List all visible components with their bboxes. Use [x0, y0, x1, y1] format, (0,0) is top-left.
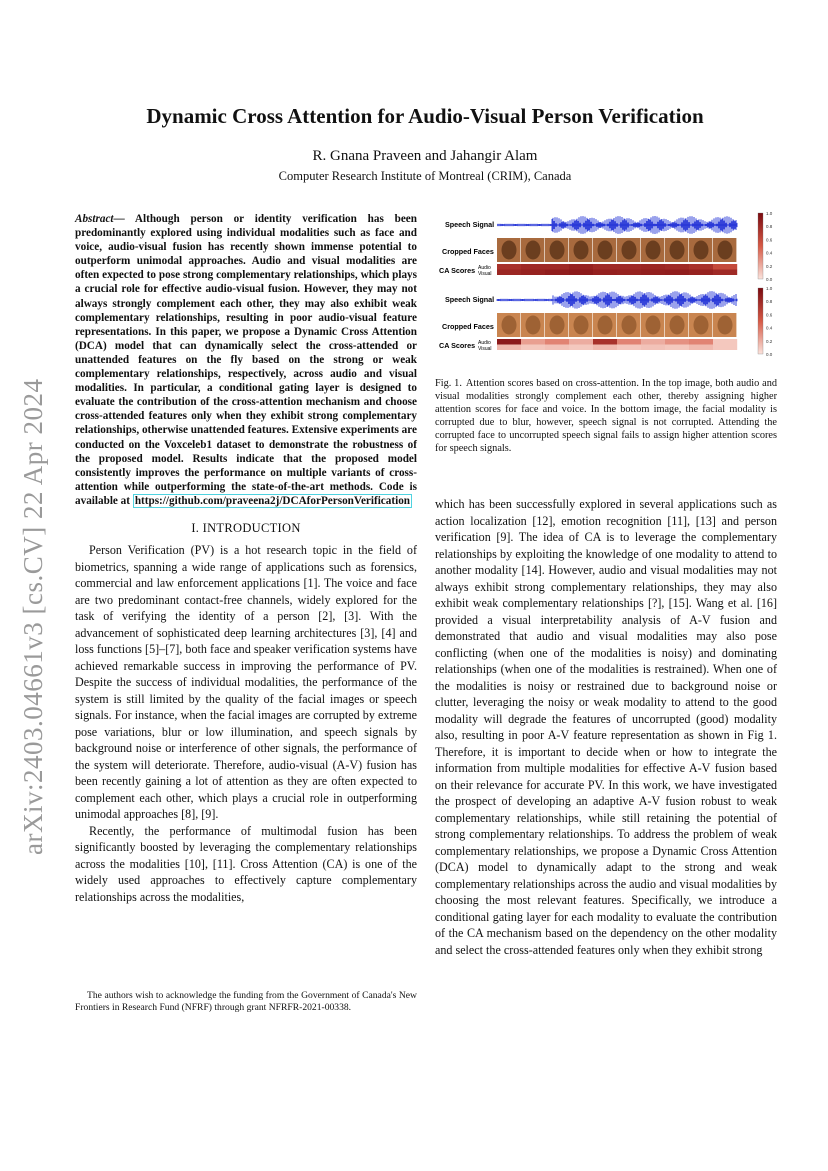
figure-1-graphic [435, 207, 780, 359]
colorbar-tick-1-4: 0.2 [766, 338, 773, 344]
colorbar-tick-0-1: 0.8 [766, 224, 773, 230]
paper-affiliation: Computer Research Institute of Montreal (CRIM), Canada [278, 169, 572, 183]
row-label-speech-0: Speech Signal [445, 220, 495, 229]
ca-audio-cell-0-5 [617, 264, 641, 270]
ca-audio-cell-0-2 [545, 264, 569, 270]
face-1-0 [502, 316, 517, 335]
face-1-2 [550, 316, 565, 335]
colorbar-0 [758, 213, 763, 279]
abstract-label: Abstract [75, 213, 114, 225]
face-0-9 [718, 241, 733, 260]
speech-waveform-0 [497, 216, 737, 234]
colorbar-tick-1-3: 0.4 [766, 325, 773, 331]
ca-audio-cell-0-7 [665, 264, 689, 270]
colorbar-tick-0-2: 0.6 [766, 237, 773, 243]
left-column [75, 212, 417, 905]
ca-audio-cell-1-7 [665, 339, 689, 345]
ca-visual-cell-1-7 [665, 345, 689, 351]
ca-visual-cell-1-3 [569, 345, 593, 351]
abstract [75, 212, 417, 508]
face-1-6 [646, 316, 661, 335]
ca-visual-cell-0-5 [617, 270, 641, 276]
ca-audio-cell-0-1 [521, 264, 545, 270]
face-1-7 [670, 316, 685, 335]
row-label-faces-1: Cropped Faces [442, 322, 494, 331]
row-label-speech-1: Speech Signal [445, 295, 495, 304]
ca-sub-audio-0: Audio [478, 265, 491, 271]
ca-audio-cell-1-1 [521, 339, 545, 345]
face-0-6 [646, 241, 661, 260]
arxiv-identifier [18, 355, 58, 855]
ca-audio-cell-1-3 [569, 339, 593, 345]
right-column [435, 496, 777, 958]
ca-visual-cell-0-4 [593, 270, 617, 276]
colorbar-tick-0-3: 0.4 [766, 250, 773, 256]
colorbar-tick-0-5: 0.0 [766, 277, 773, 282]
ca-audio-cell-0-8 [689, 264, 713, 270]
ca-visual-cell-0-1 [521, 270, 545, 276]
figure-caption [435, 377, 777, 455]
face-0-1 [526, 241, 541, 260]
face-0-2 [550, 241, 565, 260]
face-1-1 [526, 316, 541, 335]
ca-audio-cell-1-8 [689, 339, 713, 345]
ca-audio-cell-0-4 [593, 264, 617, 270]
arxiv-identifier-text: arXiv:2403.04661v3 [cs.CV] 22 Apr 2024 [18, 378, 48, 855]
face-0-8 [694, 241, 709, 260]
face-0-5 [622, 241, 637, 260]
face-1-3 [574, 316, 589, 335]
footnote: The authors wish to acknowledge the funding from the Government of Canada's New Frontiers in Research Fund (NFRF) through grant NFRFR-2021-00338. [75, 990, 417, 1013]
face-1-8 [694, 316, 709, 335]
face-1-5 [622, 316, 637, 335]
colorbar-tick-1-0: 1.0 [766, 286, 773, 291]
colorbar-tick-1-2: 0.6 [766, 312, 773, 318]
ca-audio-cell-1-4 [593, 339, 617, 345]
face-0-3 [574, 241, 589, 260]
ca-visual-cell-0-0 [497, 270, 521, 276]
ca-sub-visual-0: Visual [478, 271, 492, 277]
figure-1 [435, 207, 780, 359]
row-label-ca-1: CA Scores [439, 341, 476, 350]
ca-visual-cell-1-2 [545, 345, 569, 351]
ca-sub-audio-1: Audio [478, 340, 491, 346]
colorbar-tick-0-4: 0.2 [766, 263, 773, 269]
speech-waveform-1 [497, 291, 737, 309]
paper-title: Dynamic Cross Attention for Audio-Visual Person Verification [146, 104, 704, 128]
ca-audio-cell-0-3 [569, 264, 593, 270]
face-1-9 [718, 316, 733, 335]
ca-visual-cell-0-6 [641, 270, 665, 276]
code-link[interactable]: https://github.com/praveena2j/DCAforPersonVerification [134, 494, 411, 507]
ca-visual-cell-1-5 [617, 345, 641, 351]
ca-visual-cell-1-9 [713, 345, 737, 351]
row-label-faces-0: Cropped Faces [442, 247, 494, 256]
ca-visual-cell-0-7 [665, 270, 689, 276]
ca-visual-cell-1-1 [521, 345, 545, 351]
face-0-0 [502, 241, 517, 260]
intro-paragraph-1: Person Verification (PV) is a hot research topic in the field of biometrics, spanning a wide range of applications such as forensics, commercial and law enforcement applications [1]. The voice and face are two predominant contact-free channels, widely explored for the task of verifying the identity of a person [2], [3]. With the advancement of sophisticated deep learning architectures [3], [4] and loss functions [5]–[7], both face and speaker verification systems have achieved remarkable success in improving the performance of PV. Despite the success of individual modalities, the performance of the system is still limited by the quality of the facial images or speech signals. For instance, when the facial images are corrupted by extreme pose variations, blur or low illumination, and speech signals by background noise or interference of other signals, the performance of the system will deteriorate. Therefore, audio-visual (A-V) fusion has been recently gaining a lot of attention as they are often expected to complement each other, which plays a crucial role in outperforming unimodal approaches [8], [9]. [75, 543, 417, 822]
colorbar-1 [758, 288, 763, 354]
ca-audio-cell-1-5 [617, 339, 641, 345]
right-column-paragraph: which has been successfully explored in several applications such as action localization [12], emotion recognition [11], [13] and person verification [9]. The idea of CA is to leverage the complementary relationships by exploiting the knowledge of one modality to attend to another modality [14]. However, audio and visual modalities may not always exhibit strong complementary relationships, they may also exhibit weak complementary relationships [?], [15]. Wang et al. [16] provided a visual interpretability analysis of A-V fusion and demonstrated that audio and visual modalities may also pose conflicting (when one of the modalities is noisy) and dominating relationships (when one of the modalities is restrained). When one of the modalities is noisy or restrained due to background noise or clutter, leveraging the noisy or weak modality to attend to the good modality will degrade the features of uncorrupted (good) modality also, resulting in poor A-V feature representation as shown in Fig 1. Therefore, it is important to decide when or how to integrate the information from multiple modalities for effective A-V fusion based on their relevance for accurate PV. In this work, we have investigated the prospect of developing an adaptive A-V fusion robust to weak complementary relationships, while still retaining the potential of strong complementary relationships. To address the problem of weak complementary relationships, we propose a Dynamic Cross Attention (DCA) model to dynamically adapt to the strong and weak complementary relationships across the audio and visual modalities by choosing the most relevant features. Specifically, we introduce a conditional gating layer for each modality to evaluate the contribution of the CA mechanism based on the dependency on the other modality and select the cross-attended features only when they exhibit strong [435, 497, 777, 957]
paper-authors: R. Gnana Praveen and Jahangir Alam [312, 148, 538, 164]
ca-audio-cell-0-6 [641, 264, 665, 270]
colorbar-tick-0-0: 1.0 [766, 211, 773, 216]
ca-visual-cell-1-0 [497, 345, 521, 351]
ca-audio-cell-1-6 [641, 339, 665, 345]
colorbar-tick-1-1: 0.8 [766, 299, 773, 305]
ca-visual-cell-0-8 [689, 270, 713, 276]
ca-sub-visual-1: Visual [478, 346, 492, 352]
caption-text: Attention scores based on cross-attention. In the top image, both audio and visual modalities strongly complement each other, thereby assigning higher attention scores for face and voice. In the bottom image, the facial modality is corrupted due to blur, however, speech signal is not corrupted. Attending the corrupted face to uncorrupted speech signal fails to assign higher attention scores for speech signals. [435, 378, 778, 454]
ca-visual-cell-1-4 [593, 345, 617, 351]
ca-audio-cell-1-9 [713, 339, 737, 345]
face-1-4 [598, 316, 613, 335]
intro-paragraph-2: Recently, the performance of multimodal fusion has been significantly boosted by leveraging the complementary relationships across the modalities [10], [11]. Cross Attention (CA) is one of the widely used approaches to effectively capture complementary relationships across the modalities, [75, 823, 417, 904]
section-heading-introduction: I. INTRODUCTION [191, 520, 301, 535]
face-0-7 [670, 241, 685, 260]
ca-audio-cell-1-2 [545, 339, 569, 345]
ca-visual-cell-1-6 [641, 345, 665, 351]
abstract-text: — Although person or identity verification has been predominantly explored using individual modalities such as face and voice, audio-visual fusion has recently shown immense potential to outperform unimodal approaches. Audio and visual modalities are often expected to pose strong complementary relationships, which plays a crucial role for effective audio-visual fusion. However, they may not always strongly complement each other, they may also exhibit weak complementary relationships, resulting in poor audio-visual feature representations. In this paper, we propose a Dynamic Cross Attention (DCA) model that can dynamically select the cross-attended or unattended features on the fly based on the strong or weak complementary relationships, respectively, across audio and visual modalities. In particular, a conditional gating layer is designed to evaluate the contribution of the cross-attention mechanism and choose cross-attended features only when they exhibit strong complementary relationships, otherwise unattended features. Extensive experiments are conducted on the Voxceleb1 dataset to demonstrate the robustness of the proposed model. Results indicate that the proposed model consistently improves the performance on multiple variants of cross-attention while outperforming the state-of-the-art methods. Code is available at [75, 213, 417, 507]
ca-visual-cell-1-8 [689, 345, 713, 351]
ca-visual-cell-0-2 [545, 270, 569, 276]
ca-audio-cell-0-0 [497, 264, 521, 270]
ca-audio-cell-1-0 [497, 339, 521, 345]
row-label-ca-0: CA Scores [439, 266, 476, 275]
ca-visual-cell-0-9 [713, 270, 737, 276]
face-0-4 [598, 241, 613, 260]
ca-visual-cell-0-3 [569, 270, 593, 276]
ca-audio-cell-0-9 [713, 264, 737, 270]
caption-label: Fig. 1. [435, 378, 462, 389]
colorbar-tick-1-5: 0.0 [766, 352, 773, 357]
